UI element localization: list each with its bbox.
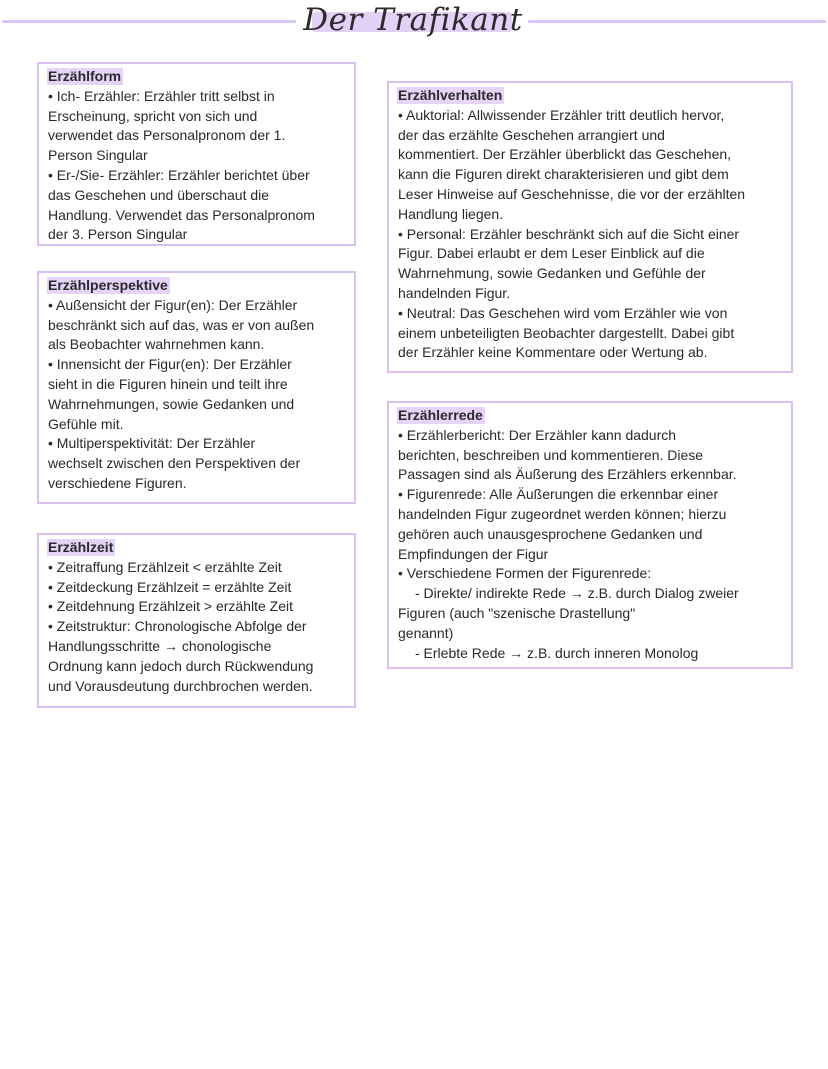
text-line: Figur. Dabei erlaubt er dem Leser Einblick auf die	[398, 245, 705, 262]
text-line: berichten, beschreiben und kommentieren. Diese	[398, 446, 704, 463]
text-line: Figuren (auch "szenische Drastellung"	[398, 604, 636, 621]
text-line: • Er-/Sie- Erzähler: Erzähler berichtet über	[48, 166, 310, 183]
section-title: Erzählerrede	[398, 407, 483, 423]
text-line: Passagen sind als Äußerung des Erzählers erkennbar.	[398, 466, 737, 483]
text-line: einem unbeteiligten Beobachter dargestellt. Dabei gibt	[398, 324, 735, 341]
text-line: • Innensicht der Figur(en): Der Erzähler	[48, 356, 292, 373]
section-title: Erzählperspektive	[48, 277, 168, 293]
section-title: Erzählverhalten	[398, 87, 503, 103]
text-line: das Geschehen und überschaut die	[48, 186, 270, 203]
text-line: • Zeitraffung Erzählzeit < erzählte Zeit	[48, 558, 282, 575]
page-title-wrap	[300, 0, 526, 46]
text-line: sieht in die Figuren hinein und teilt ihre	[48, 375, 288, 392]
text-line: • Außensicht der Figur(en): Der Erzähler	[48, 296, 298, 313]
section-title: Erzählzeit	[48, 539, 114, 555]
text-line: • Ich- Erzähler: Erzähler tritt selbst in	[48, 87, 275, 104]
text-line: • Auktorial: Allwissender Erzähler tritt deutlich hervor,	[398, 106, 725, 123]
text-line: • Zeitdeckung Erzählzeit = erzählte Zeit	[48, 578, 292, 595]
text-line: • Erzählerbericht: Der Erzähler kann dadurch	[398, 426, 677, 443]
section-erzaehlverhalten	[387, 81, 793, 373]
text-line: Handlung liegen.	[398, 205, 504, 222]
text-line: • Verschiedene Formen der Figurenrede:	[398, 565, 652, 582]
section-erzaehlzeit	[37, 533, 356, 708]
title-rule-left	[2, 20, 296, 23]
text-line: Wahrnehmung, sowie Gedanken und Gefühle der	[398, 265, 706, 282]
text-line: kommentiert. Der Erzähler überblickt das Geschehen,	[398, 146, 732, 163]
text-line: Empfindungen der Figur	[398, 545, 549, 562]
text-line: Erscheinung, spricht von sich und	[48, 107, 258, 124]
title-rule-right	[528, 20, 826, 23]
section-erzaehlerrede	[387, 401, 793, 669]
text-line: als Beobachter wahrnehmen kann.	[48, 336, 265, 353]
section-erzaehlperspektive	[37, 271, 356, 504]
text-line: beschränkt sich auf das, was er von außen	[48, 316, 315, 333]
text-line: • Neutral: Das Geschehen wird vom Erzähler wie von	[398, 304, 728, 321]
text-line: handelnden Figur zugeordnet werden können; hierzu	[398, 505, 727, 522]
text-line: Handlungsschritte → chonologische	[48, 637, 272, 654]
text-line: der 3. Person Singular	[48, 226, 188, 243]
text-line: Leser Hinweise auf Geschehnisse, die vor der erzählten	[398, 185, 746, 202]
text-line: • Figurenrede: Alle Äußerungen die erkennbar einer	[398, 486, 719, 503]
text-line: Person Singular	[48, 147, 148, 164]
text-line: kann die Figuren direkt charakterisieren und gibt dem	[398, 166, 729, 183]
text-line: - Direkte/ indirekte Rede → z.B. durch Dialog zweier	[415, 585, 739, 602]
text-line: der Erzähler keine Kommentare oder Wertung ab.	[398, 344, 708, 361]
text-line: Handlung. Verwendet das Personalpronom	[48, 206, 315, 223]
text-line: genannt)	[398, 624, 454, 641]
text-line: und Vorausdeutung durchbrochen werden.	[48, 677, 313, 694]
text-line: • Multiperspektivität: Der Erzähler	[48, 435, 256, 452]
text-line: gehören auch unausgesprochene Gedanken und	[398, 525, 703, 542]
text-line: Ordnung kann jedoch durch Rückwendung	[48, 657, 314, 674]
text-line: der das erzählte Geschehen arrangiert und	[398, 126, 665, 143]
text-line: Wahrnehmungen, sowie Gedanken und	[48, 395, 295, 412]
text-line: • Zeitstruktur: Chronologische Abfolge der	[48, 618, 307, 635]
text-line: verschiedene Figuren.	[48, 474, 187, 491]
text-line: - Erlebte Rede → z.B. durch inneren Monolog	[415, 644, 699, 661]
section-erzaehlform	[37, 62, 356, 246]
text-line: verwendet das Personalpronom der 1.	[48, 127, 286, 144]
page-title: Der Trafikant	[303, 2, 523, 38]
text-line: Gefühle mit.	[48, 415, 124, 432]
text-line: wechselt zwischen den Perspektiven der	[48, 455, 301, 472]
text-line: handelnden Figur.	[398, 284, 511, 301]
section-title: Erzählform	[48, 68, 122, 84]
text-line: • Zeitdehnung Erzählzeit > erzählte Zeit	[48, 598, 293, 615]
text-line: • Personal: Erzähler beschränkt sich auf die Sicht einer	[398, 225, 740, 242]
